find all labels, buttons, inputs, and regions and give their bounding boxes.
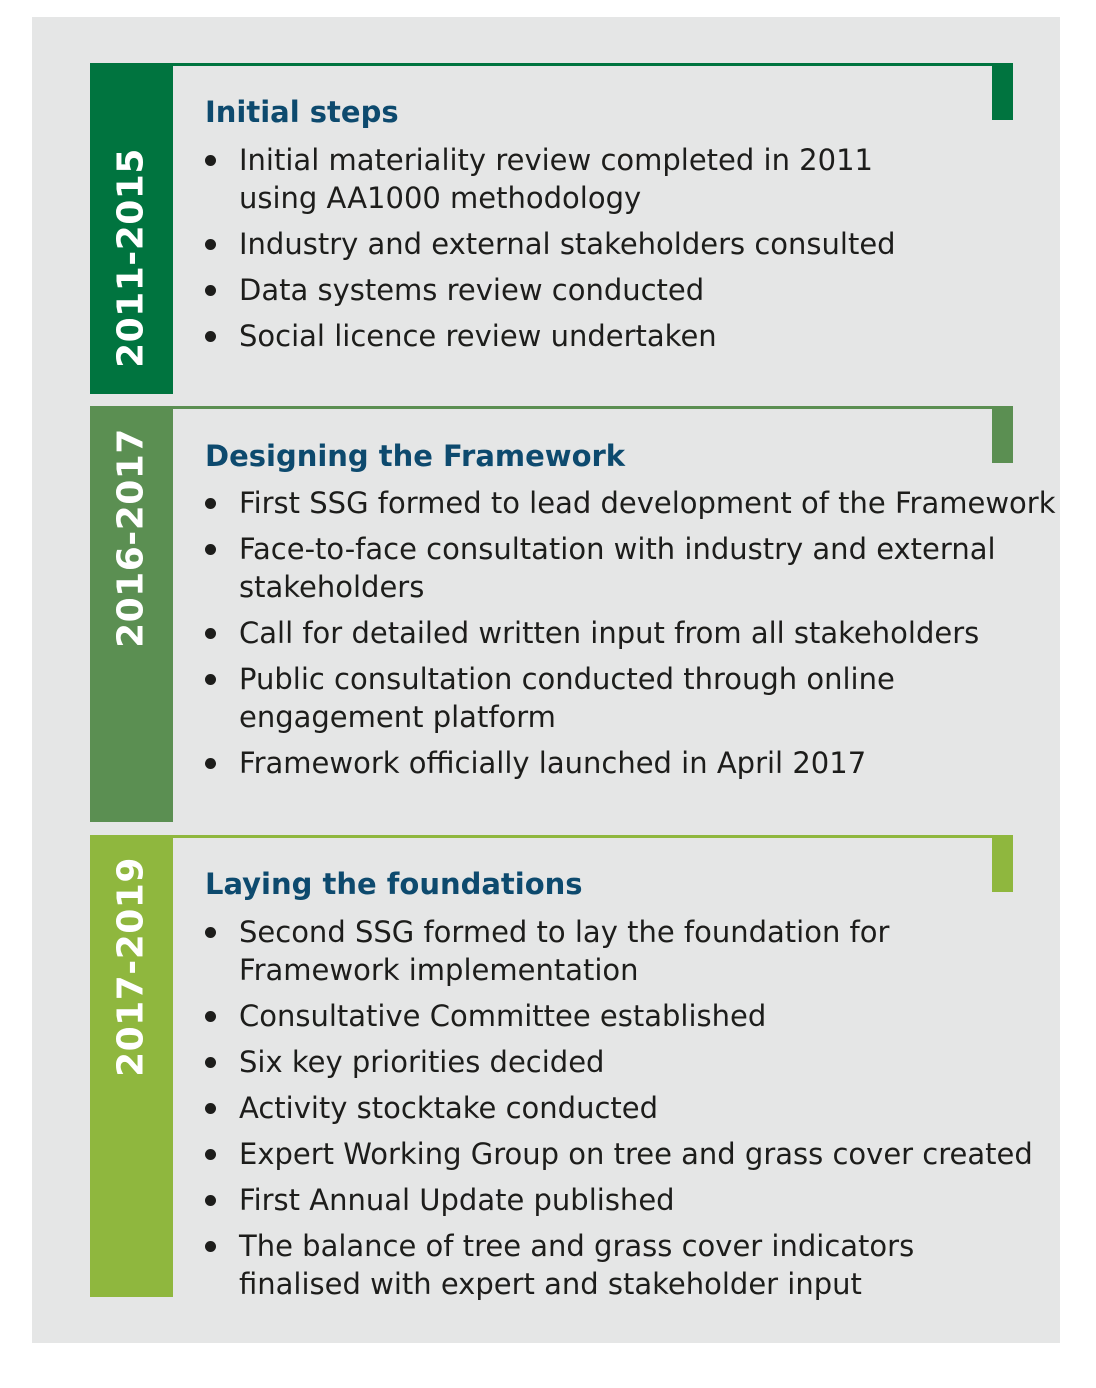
bullet-icon: [205, 498, 216, 509]
rule-end-marker: [992, 63, 1013, 120]
stage-bullet-list: [205, 484, 1056, 790]
list-item-text: The balance of tree and grass cover indicators finalised with expert and stakeholder input: [239, 1229, 915, 1301]
list-item-text: Consultative Committee established: [239, 999, 767, 1033]
bullet-icon: [205, 1011, 216, 1022]
top-rule: [173, 406, 1013, 409]
list-item-text: Expert Working Group on tree and grass cover created: [239, 1137, 1033, 1171]
bullet-icon: [205, 628, 216, 639]
bullet-icon: [205, 331, 216, 342]
list-item: [205, 317, 1045, 355]
list-item-text: First SSG formed to lead development of the Framework: [239, 486, 1056, 520]
stage-2011-2015: [90, 63, 1013, 394]
bullet-icon: [205, 285, 216, 296]
list-item-text: Industry and external stakeholders consulted: [239, 227, 896, 261]
list-item-text: Call for detailed written input from all stakeholders: [239, 616, 980, 650]
bullet-icon: [205, 544, 216, 555]
year-label: 2017-2019: [110, 857, 152, 1077]
bullet-icon: [205, 1149, 216, 1160]
rule-end-marker: [992, 835, 1013, 892]
bullet-icon: [205, 674, 216, 685]
rule-end-marker: [992, 406, 1013, 463]
stage-2017-2019: [90, 835, 1033, 1301]
list-item: [205, 1089, 1045, 1127]
stage-title: Initial steps: [205, 95, 399, 129]
list-item-text: Activity stocktake conducted: [239, 1091, 659, 1125]
list-item-text: Public consultation conducted through online engagement platform: [239, 662, 895, 734]
list-item: [205, 614, 1045, 652]
bullet-icon: [205, 1103, 216, 1114]
list-item: [205, 225, 1045, 263]
list-item-text: Face-to-face consultation with industry and external stakeholders: [239, 532, 996, 604]
list-item-text: Framework officially launched in April 2017: [239, 746, 867, 780]
stage-2016-2017: [90, 406, 1056, 822]
list-item: [205, 271, 1045, 309]
list-item-text: Social licence review undertaken: [239, 319, 717, 353]
list-item: [205, 1043, 1045, 1081]
list-item: [205, 1227, 1045, 1303]
list-item-text: Six key priorities decided: [239, 1045, 605, 1079]
bullet-icon: [205, 1195, 216, 1206]
stage-bullet-list: [205, 913, 1045, 1311]
bullet-icon: [205, 1241, 216, 1252]
bullet-icon: [205, 927, 216, 938]
bullet-icon: [205, 155, 216, 166]
list-item: [205, 141, 879, 217]
list-item: [205, 530, 1029, 606]
stage-title: Designing the Framework: [205, 439, 626, 473]
list-item-text: First Annual Update published: [239, 1183, 675, 1217]
list-item: [205, 997, 1045, 1035]
stage-title: Laying the foundations: [205, 867, 583, 901]
list-item: [205, 1181, 1045, 1219]
bullet-icon: [205, 1057, 216, 1068]
list-item: [205, 913, 939, 989]
stage-bullet-list: [205, 141, 1045, 363]
bullet-icon: [205, 239, 216, 250]
list-item-text: Initial materiality review completed in 2011 using AA1000 methodology: [239, 143, 873, 215]
bullet-icon: [205, 758, 216, 769]
list-item-text: Data systems review conducted: [239, 273, 705, 307]
list-item: [205, 660, 939, 736]
list-item: [205, 1135, 1045, 1173]
top-rule: [173, 835, 1013, 838]
list-item-text: Second SSG formed to lay the foundation for Framework implementation: [239, 915, 890, 987]
list-item: [205, 484, 1056, 522]
top-rule: [173, 63, 1013, 66]
year-label: 2011-2015: [110, 148, 152, 368]
list-item: [205, 744, 1045, 782]
year-label: 2016-2017: [110, 428, 152, 648]
